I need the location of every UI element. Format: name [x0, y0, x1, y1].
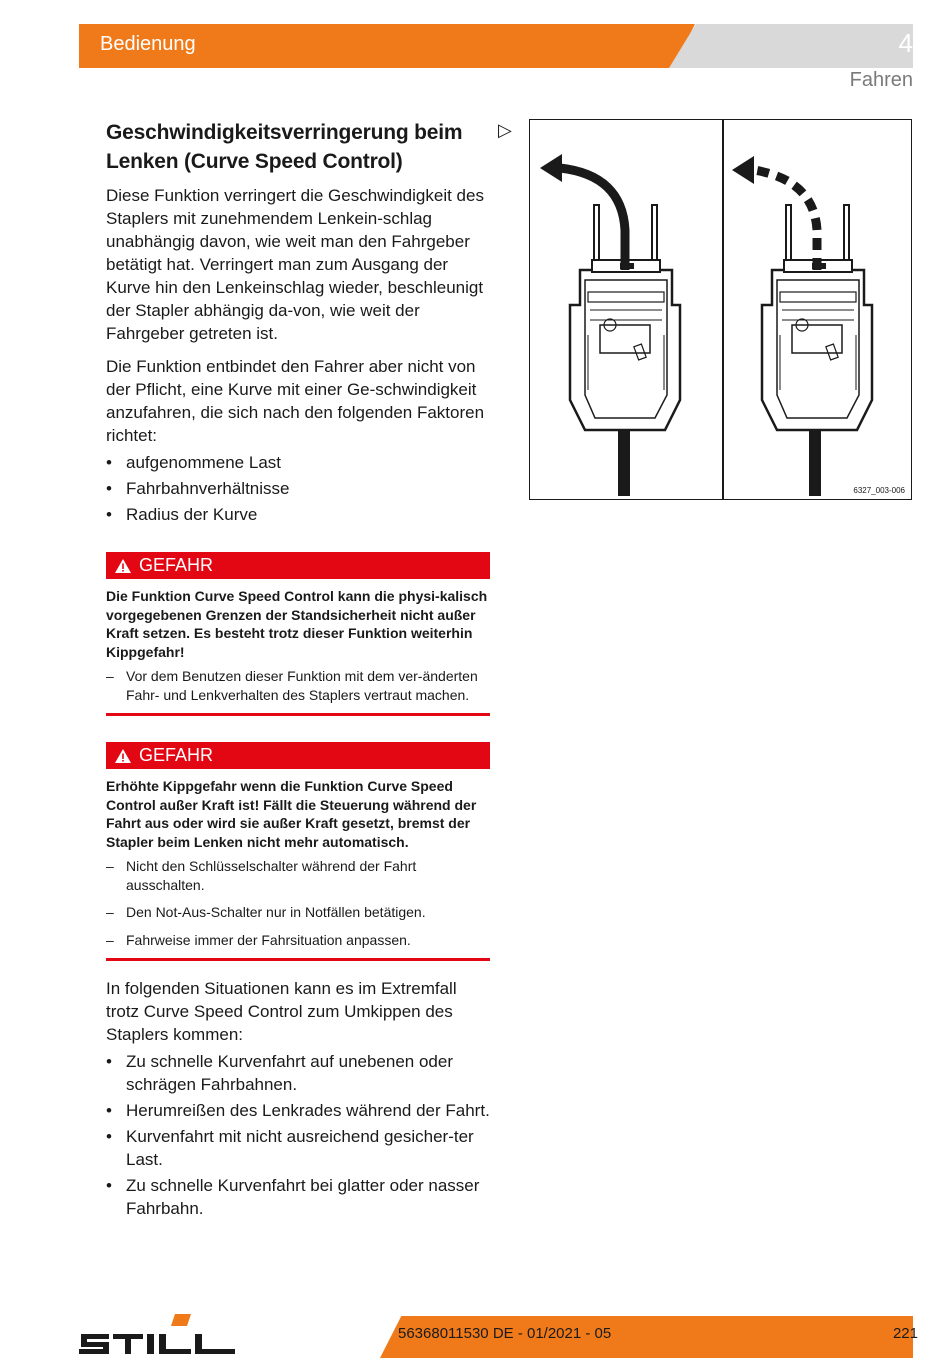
list-item: – Den Not-Aus-Schalter nur in Notfällen betätigen.: [106, 903, 490, 922]
extreme-paragraph: In folgenden Situationen kann es im Extremfall trotz Curve Speed Control zum Umkippen des Staplers kommen:: [106, 979, 457, 1044]
danger-rule: [106, 958, 490, 961]
page-header: [79, 24, 913, 68]
document-id: 56368011530 DE - 01/2021 - 05: [398, 1325, 612, 1342]
danger-box-2: [106, 742, 490, 961]
danger-header: [106, 552, 490, 579]
danger-rule: [106, 713, 490, 716]
chapter-number: 4: [898, 28, 913, 58]
danger-box-1: [106, 552, 490, 716]
main-content: [106, 118, 490, 1230]
factors-list: [106, 451, 490, 526]
section-title: Bedienung: [100, 33, 196, 55]
danger-instructions: [106, 857, 490, 949]
extreme-list: [106, 1050, 490, 1220]
list-item: • Zu schnelle Kurvenfahrt auf unebenen oder schrägen Fahrbahnen.: [106, 1050, 490, 1096]
intro-paragraph: Diese Funktion verringert die Geschwindigkeit des Staplers mit zunehmendem Lenkein-schlag unabhängig davon, wie weit man den Fahrgeber betätigt hat. Verringert man zum Ausgang der Kurve hin den Lenkeinschlag wieder, beschleunigt der Stapler abhängig da-von, wie weit der Fahrgeber getreten ist.: [106, 186, 484, 343]
list-item: • Herumreißen des Lenkrades während der Fahrt.: [106, 1099, 490, 1122]
continue-marker: ▷: [498, 120, 512, 140]
list-item: – Fahrweise immer der Fahrsituation anpassen.: [106, 931, 490, 950]
warning-icon: [114, 558, 132, 574]
list-item: • aufgenommene Last: [106, 451, 490, 474]
page-title: Geschwindigkeitsverringerung beim Lenken (Curve Speed Control): [106, 121, 463, 173]
list-item: – Nicht den Schlüsselschalter während der Fahrt ausschalten.: [106, 857, 490, 894]
forklift-solid-arrow-figure: [530, 120, 722, 498]
list-item: • Radius der Kurve: [106, 503, 490, 526]
warning-icon: [114, 748, 132, 764]
danger-instructions: [106, 667, 490, 704]
list-item: • Zu schnelle Kurvenfahrt bei glatter oder nasser Fahrbahn.: [106, 1174, 490, 1220]
chapter-title: Fahren: [849, 69, 913, 91]
danger-text: Erhöhte Kippgefahr wenn die Funktion Curve Speed Control außer Kraft ist! Fällt die Steuerung während der Fahrt aus oder wird sie außer Kraft gesetzt, bremst der Stapler beim Lenken nicht mehr automatisch.: [106, 778, 477, 850]
forklift-illustration: [529, 119, 912, 500]
list-item: – Vor dem Benutzen dieser Funktion mit dem ver-änderten Fahr- und Lenkverhalten des Staplers vertraut machen.: [106, 667, 490, 704]
danger-label: GEFAHR: [139, 745, 214, 765]
factors-paragraph: Die Funktion entbindet den Fahrer aber nicht von der Pflicht, eine Kurve mit einer Ge-schwindigkeit anzufahren, die sich nach den folgenden Faktoren richtet:: [106, 357, 485, 445]
danger-header: [106, 742, 490, 769]
list-item: • Kurvenfahrt mit nicht ausreichend gesicher-ter Last.: [106, 1125, 490, 1171]
list-item: • Fahrbahnverhältnisse: [106, 477, 490, 500]
danger-text: Die Funktion Curve Speed Control kann die physi-kalisch vorgegebenen Grenzen der Standsicherheit nicht außer Kraft setzen. Es besteht trotz dieser Funktion weiterhin Kippgefahr!: [106, 588, 488, 660]
header-gray-band: [669, 24, 913, 68]
page-number: 221: [892, 1325, 918, 1342]
figure-caption: 6327_003-006: [853, 486, 905, 495]
danger-label: GEFAHR: [139, 555, 214, 575]
still-logo: [79, 1312, 237, 1360]
forklift-dashed-arrow-figure: [724, 120, 910, 498]
